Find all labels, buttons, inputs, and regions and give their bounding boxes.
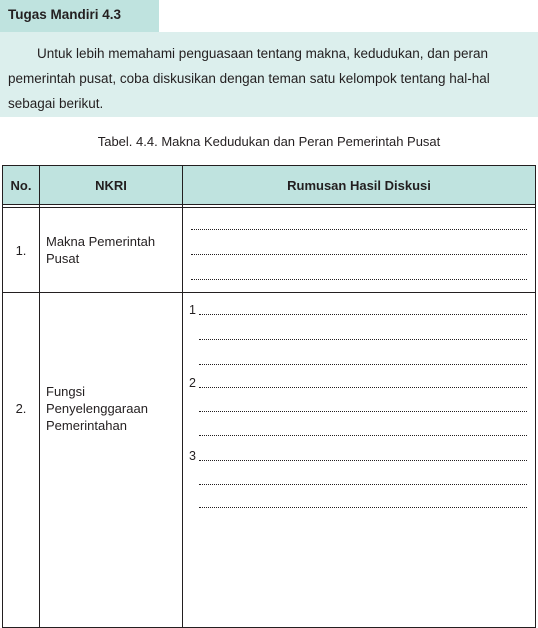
answer-line[interactable]	[199, 435, 527, 436]
answer-line[interactable]	[199, 460, 527, 461]
row-label: Makna Pemerintah Pusat	[40, 208, 183, 293]
table-header-row	[3, 166, 536, 205]
answer-line[interactable]	[199, 364, 527, 365]
header-no: No.	[3, 166, 40, 205]
item-number: 2	[189, 376, 196, 390]
discussion-table	[2, 165, 536, 628]
answer-cell[interactable]	[183, 208, 536, 293]
answer-line[interactable]	[199, 411, 527, 412]
answer-line[interactable]	[191, 279, 527, 280]
answer-line[interactable]	[199, 484, 527, 485]
item-number: 1	[189, 303, 196, 317]
answer-line[interactable]	[199, 339, 527, 340]
answer-line[interactable]	[191, 254, 527, 255]
table-row	[3, 208, 536, 293]
row-number: 1.	[3, 208, 40, 293]
answer-line[interactable]	[199, 507, 527, 508]
header-nkri: NKRI	[40, 166, 183, 205]
answer-line[interactable]	[199, 314, 527, 315]
item-number: 3	[189, 449, 196, 463]
answer-line[interactable]	[191, 229, 527, 230]
table-caption: Tabel. 4.4. Makna Kedudukan dan Peran Pemerintah Pusat	[97, 134, 441, 149]
answer-cell[interactable]	[183, 293, 536, 628]
intro-text: Untuk lebih memahami penguasaan tentang makna, kedudukan, dan peran pemerintah pusat, coba diskusikan dengan teman satu kelompok tentang hal-hal sebagai berikut.	[0, 32, 538, 117]
row-number: 2.	[3, 293, 40, 628]
task-title: Tugas Mandiri 4.3	[0, 0, 159, 32]
table-row	[3, 293, 536, 628]
header-rumusan: Rumusan Hasil Diskusi	[183, 166, 536, 205]
answer-line[interactable]	[199, 387, 527, 388]
row-label: Fungsi Penyelenggaraan Pemerintahan	[40, 293, 183, 628]
